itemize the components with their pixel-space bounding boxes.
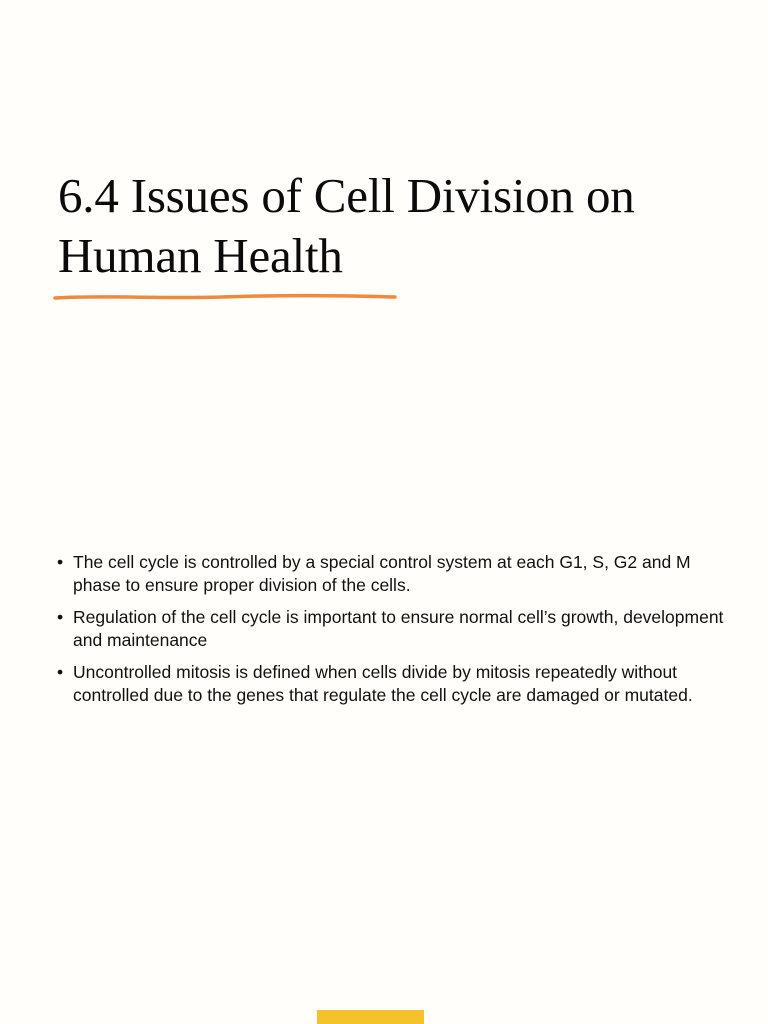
bullet-marker: • (57, 607, 64, 627)
footer-accent-bar (317, 1010, 424, 1024)
bullet-item (56, 661, 736, 707)
underline-stroke (55, 296, 395, 299)
slide-title: 6.4 Issues of Cell Division on Human Health (58, 168, 635, 283)
bullet-item (56, 551, 736, 597)
bullet-text: Regulation of the cell cycle is important to ensure normal cell’s growth, development and maintenance (73, 607, 724, 650)
bullet-item (56, 606, 736, 652)
bullet-text: Uncontrolled mitosis is defined when cells divide by mitosis repeatedly without controlled due to the genes that regulate the cell cycle are damaged or mutated. (73, 662, 693, 705)
bullet-list (56, 551, 736, 716)
bullet-text: The cell cycle is controlled by a special control system at each G1, S, G2 and M phase to ensure proper division of the cells. (73, 552, 691, 595)
title-underline-decoration (52, 290, 398, 304)
bullet-marker: • (57, 662, 64, 682)
bullet-marker: • (57, 552, 64, 572)
